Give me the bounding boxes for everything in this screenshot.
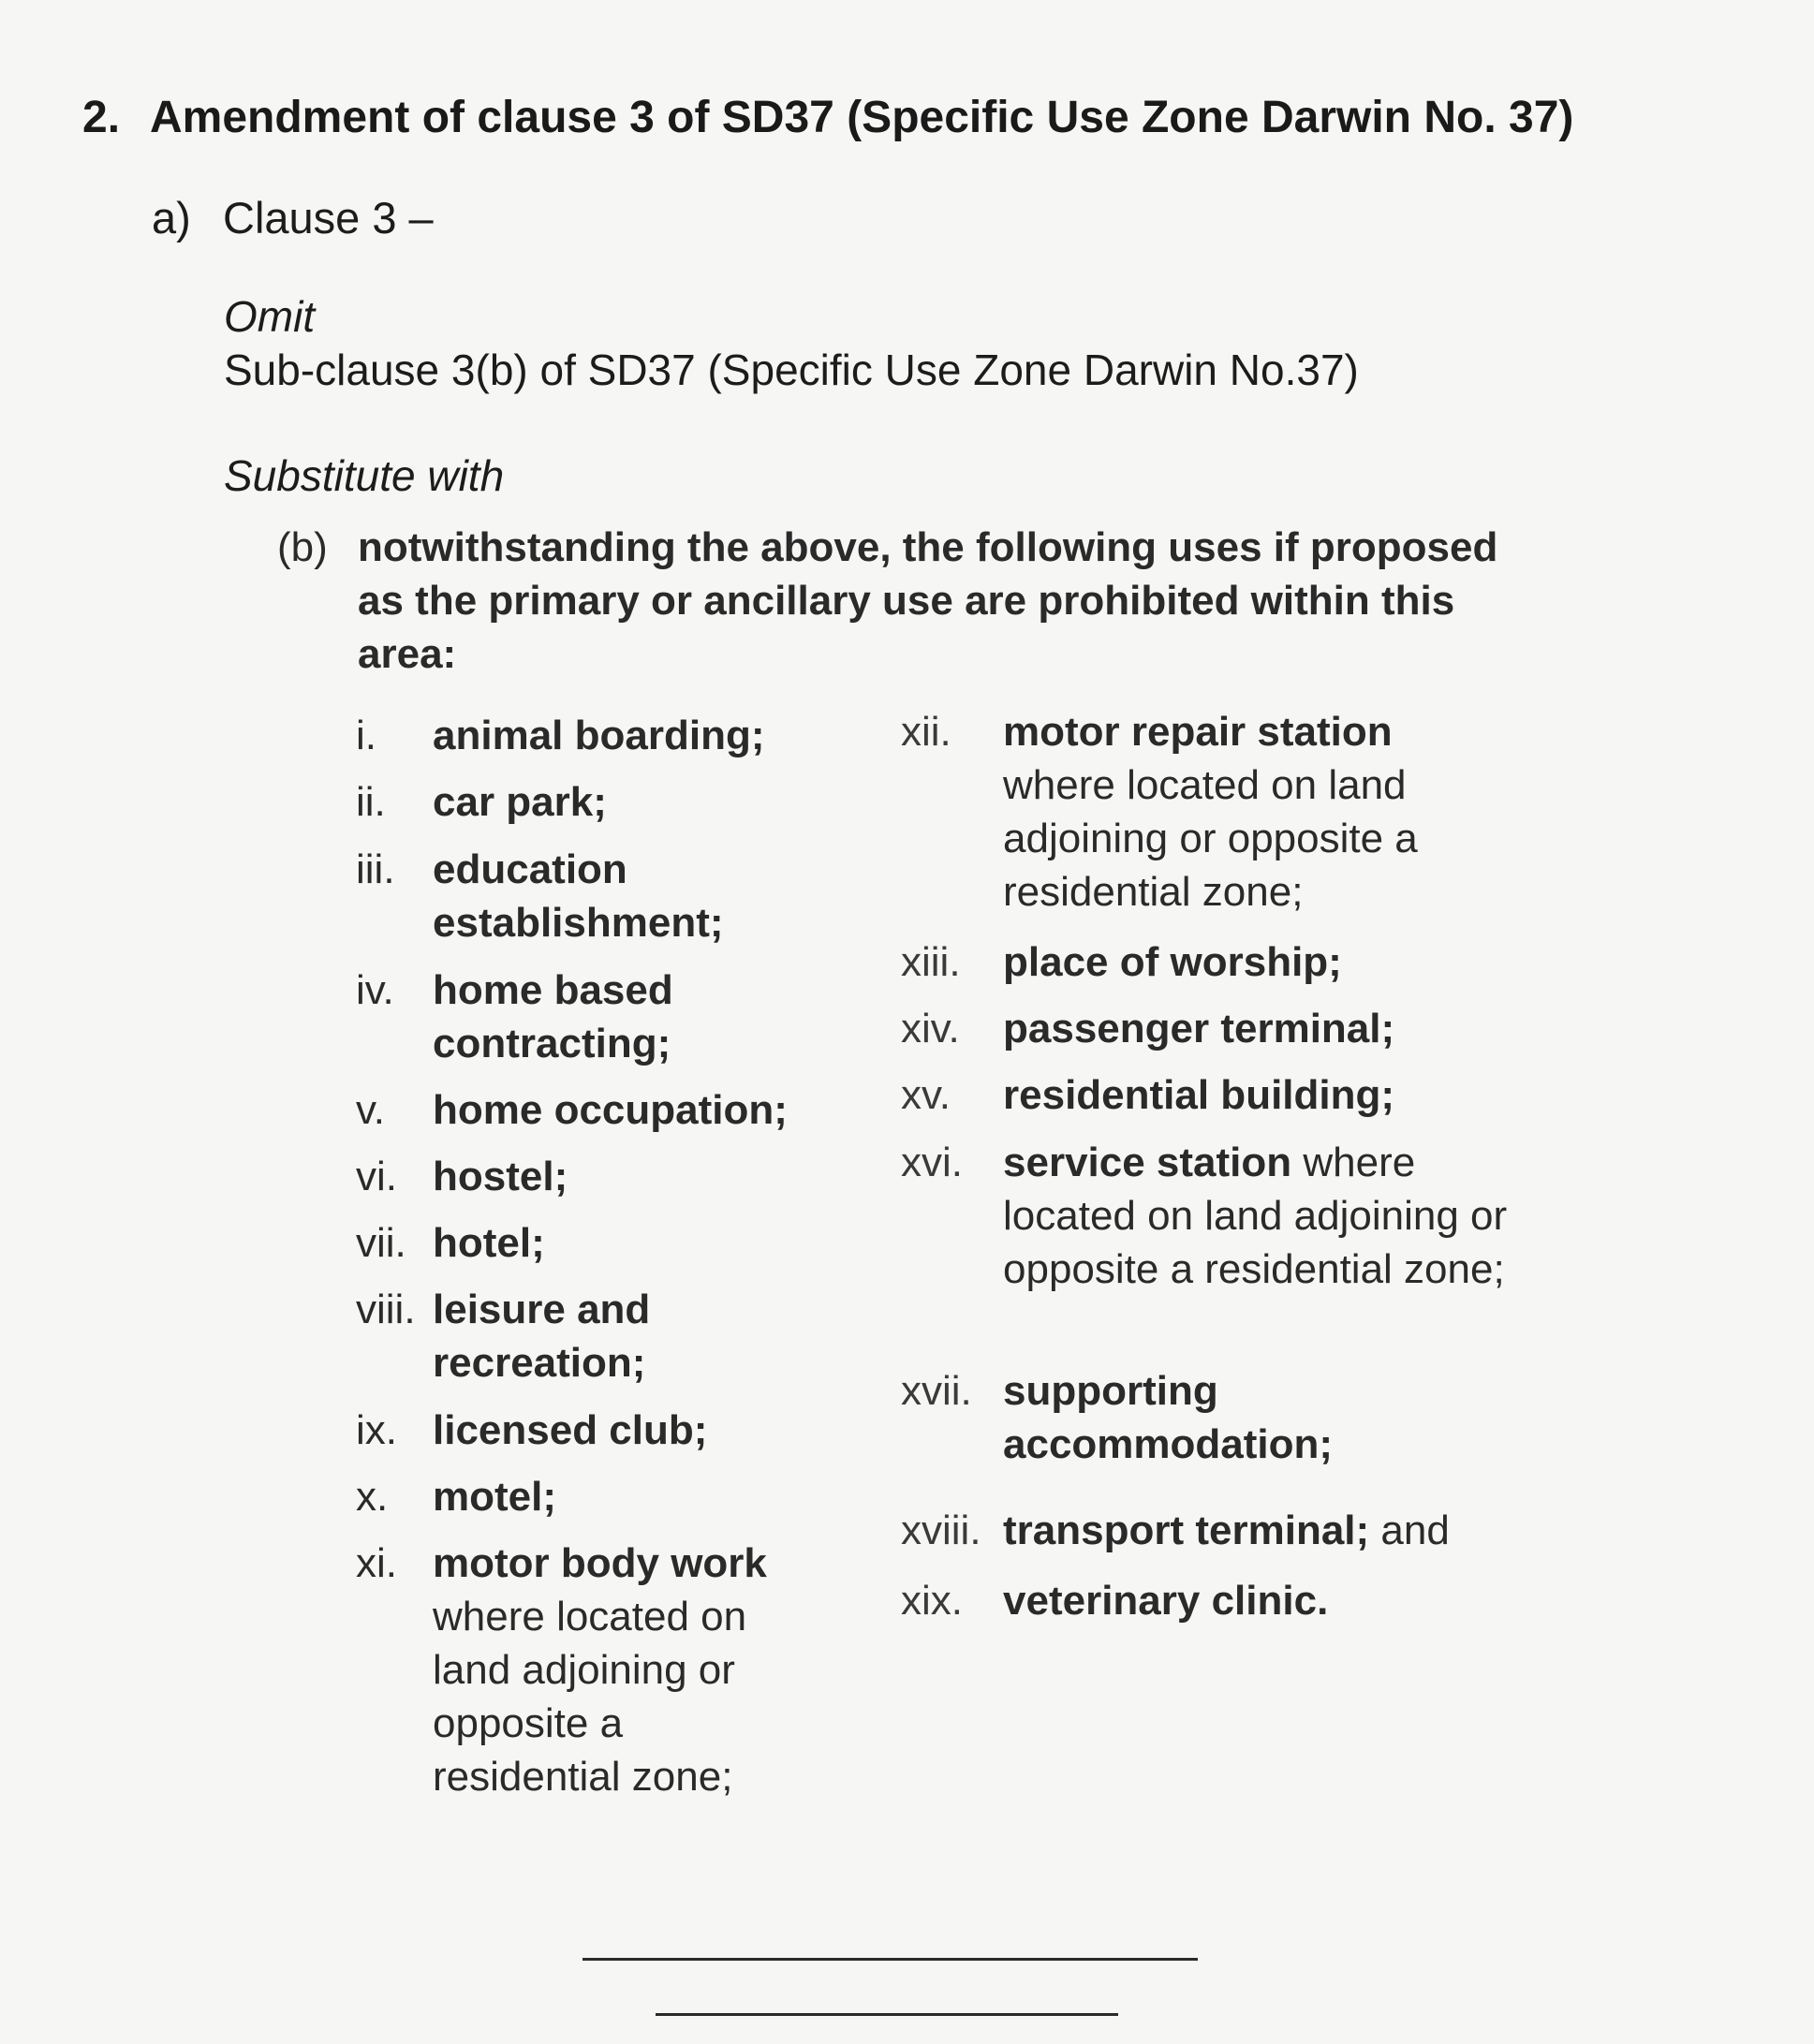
omit-text: Sub-clause 3(b) of SD37 (Specific Use Zone Darwin No.37) bbox=[224, 346, 1359, 394]
list-numeral: xviii. bbox=[901, 1507, 981, 1553]
list-numeral: i. bbox=[356, 713, 376, 758]
list-numeral: xv. bbox=[901, 1072, 951, 1118]
list-numeral: viii. bbox=[356, 1287, 416, 1332]
list-numeral: xi. bbox=[356, 1540, 397, 1586]
clause-b bbox=[277, 521, 1513, 681]
list-numeral: x. bbox=[356, 1474, 389, 1520]
use-name: residential building; bbox=[1003, 1072, 1395, 1118]
section-heading bbox=[82, 92, 1573, 143]
use-condition: where located on land adjoining or opposite a residential zone; bbox=[433, 1594, 747, 1800]
use-name: supporting accommodation; bbox=[1003, 1368, 1334, 1467]
use-name: veterinary clinic. bbox=[1003, 1578, 1329, 1624]
use-name: hotel; bbox=[433, 1220, 545, 1266]
list-numeral: iv. bbox=[356, 967, 394, 1013]
list-numeral: vii. bbox=[356, 1220, 406, 1266]
use-name: passenger terminal; bbox=[1003, 1006, 1395, 1051]
clause-b-label: (b) bbox=[277, 524, 328, 570]
section-title: Amendment of clause 3 of SD37 (Specific Use Zone Darwin No. 37) bbox=[150, 93, 1574, 142]
subsection-a-text: Clause 3 – bbox=[223, 193, 434, 243]
use-name: motor body work bbox=[433, 1540, 767, 1586]
use-name: place of worship; bbox=[1003, 939, 1342, 985]
list-numeral: vi. bbox=[356, 1154, 397, 1199]
use-condition: and bbox=[1380, 1507, 1450, 1553]
list-numeral: xvii. bbox=[901, 1368, 972, 1414]
subsection-a-label: a) bbox=[152, 193, 191, 243]
use-name: home occupation; bbox=[433, 1087, 788, 1133]
use-name: animal boarding; bbox=[433, 713, 765, 758]
omit-label: Omit bbox=[224, 292, 316, 341]
use-name: service station bbox=[1003, 1140, 1292, 1185]
subsection-a bbox=[152, 192, 434, 243]
use-name: home based contracting; bbox=[433, 967, 673, 1066]
list-numeral: xix. bbox=[901, 1578, 963, 1624]
list-numeral: ii. bbox=[356, 779, 386, 825]
use-name: hostel; bbox=[433, 1154, 568, 1199]
use-name: motor repair station bbox=[1003, 709, 1393, 755]
clause-b-text: notwithstanding the above, the following uses if proposed as the primary or ancillary use are prohibited within this area: bbox=[358, 524, 1498, 677]
use-name: motel; bbox=[433, 1474, 556, 1520]
list-numeral: iii. bbox=[356, 846, 395, 892]
signature-line-1 bbox=[583, 1958, 1198, 1961]
substitute-label: Substitute with bbox=[224, 451, 505, 500]
use-name: licensed club; bbox=[433, 1407, 708, 1453]
list-numeral: ix. bbox=[356, 1407, 397, 1453]
use-name: car park; bbox=[433, 779, 607, 825]
list-numeral: xvi. bbox=[901, 1140, 963, 1185]
use-condition: where located on land adjoining or opposite a residential zone; bbox=[1003, 762, 1418, 915]
list-numeral: xiii. bbox=[901, 939, 961, 985]
list-numeral: v. bbox=[356, 1087, 385, 1133]
signature-line-2 bbox=[656, 2013, 1118, 2016]
use-name: transport terminal; bbox=[1003, 1507, 1370, 1553]
use-name: education establishment; bbox=[433, 846, 724, 946]
list-numeral: xii. bbox=[901, 709, 951, 755]
use-condition: where located on land adjoining or opposite a residential zone; bbox=[1003, 1140, 1508, 1292]
use-name: leisure and recreation; bbox=[433, 1287, 651, 1386]
section-number: 2. bbox=[82, 93, 121, 142]
list-numeral: xiv. bbox=[901, 1006, 960, 1051]
